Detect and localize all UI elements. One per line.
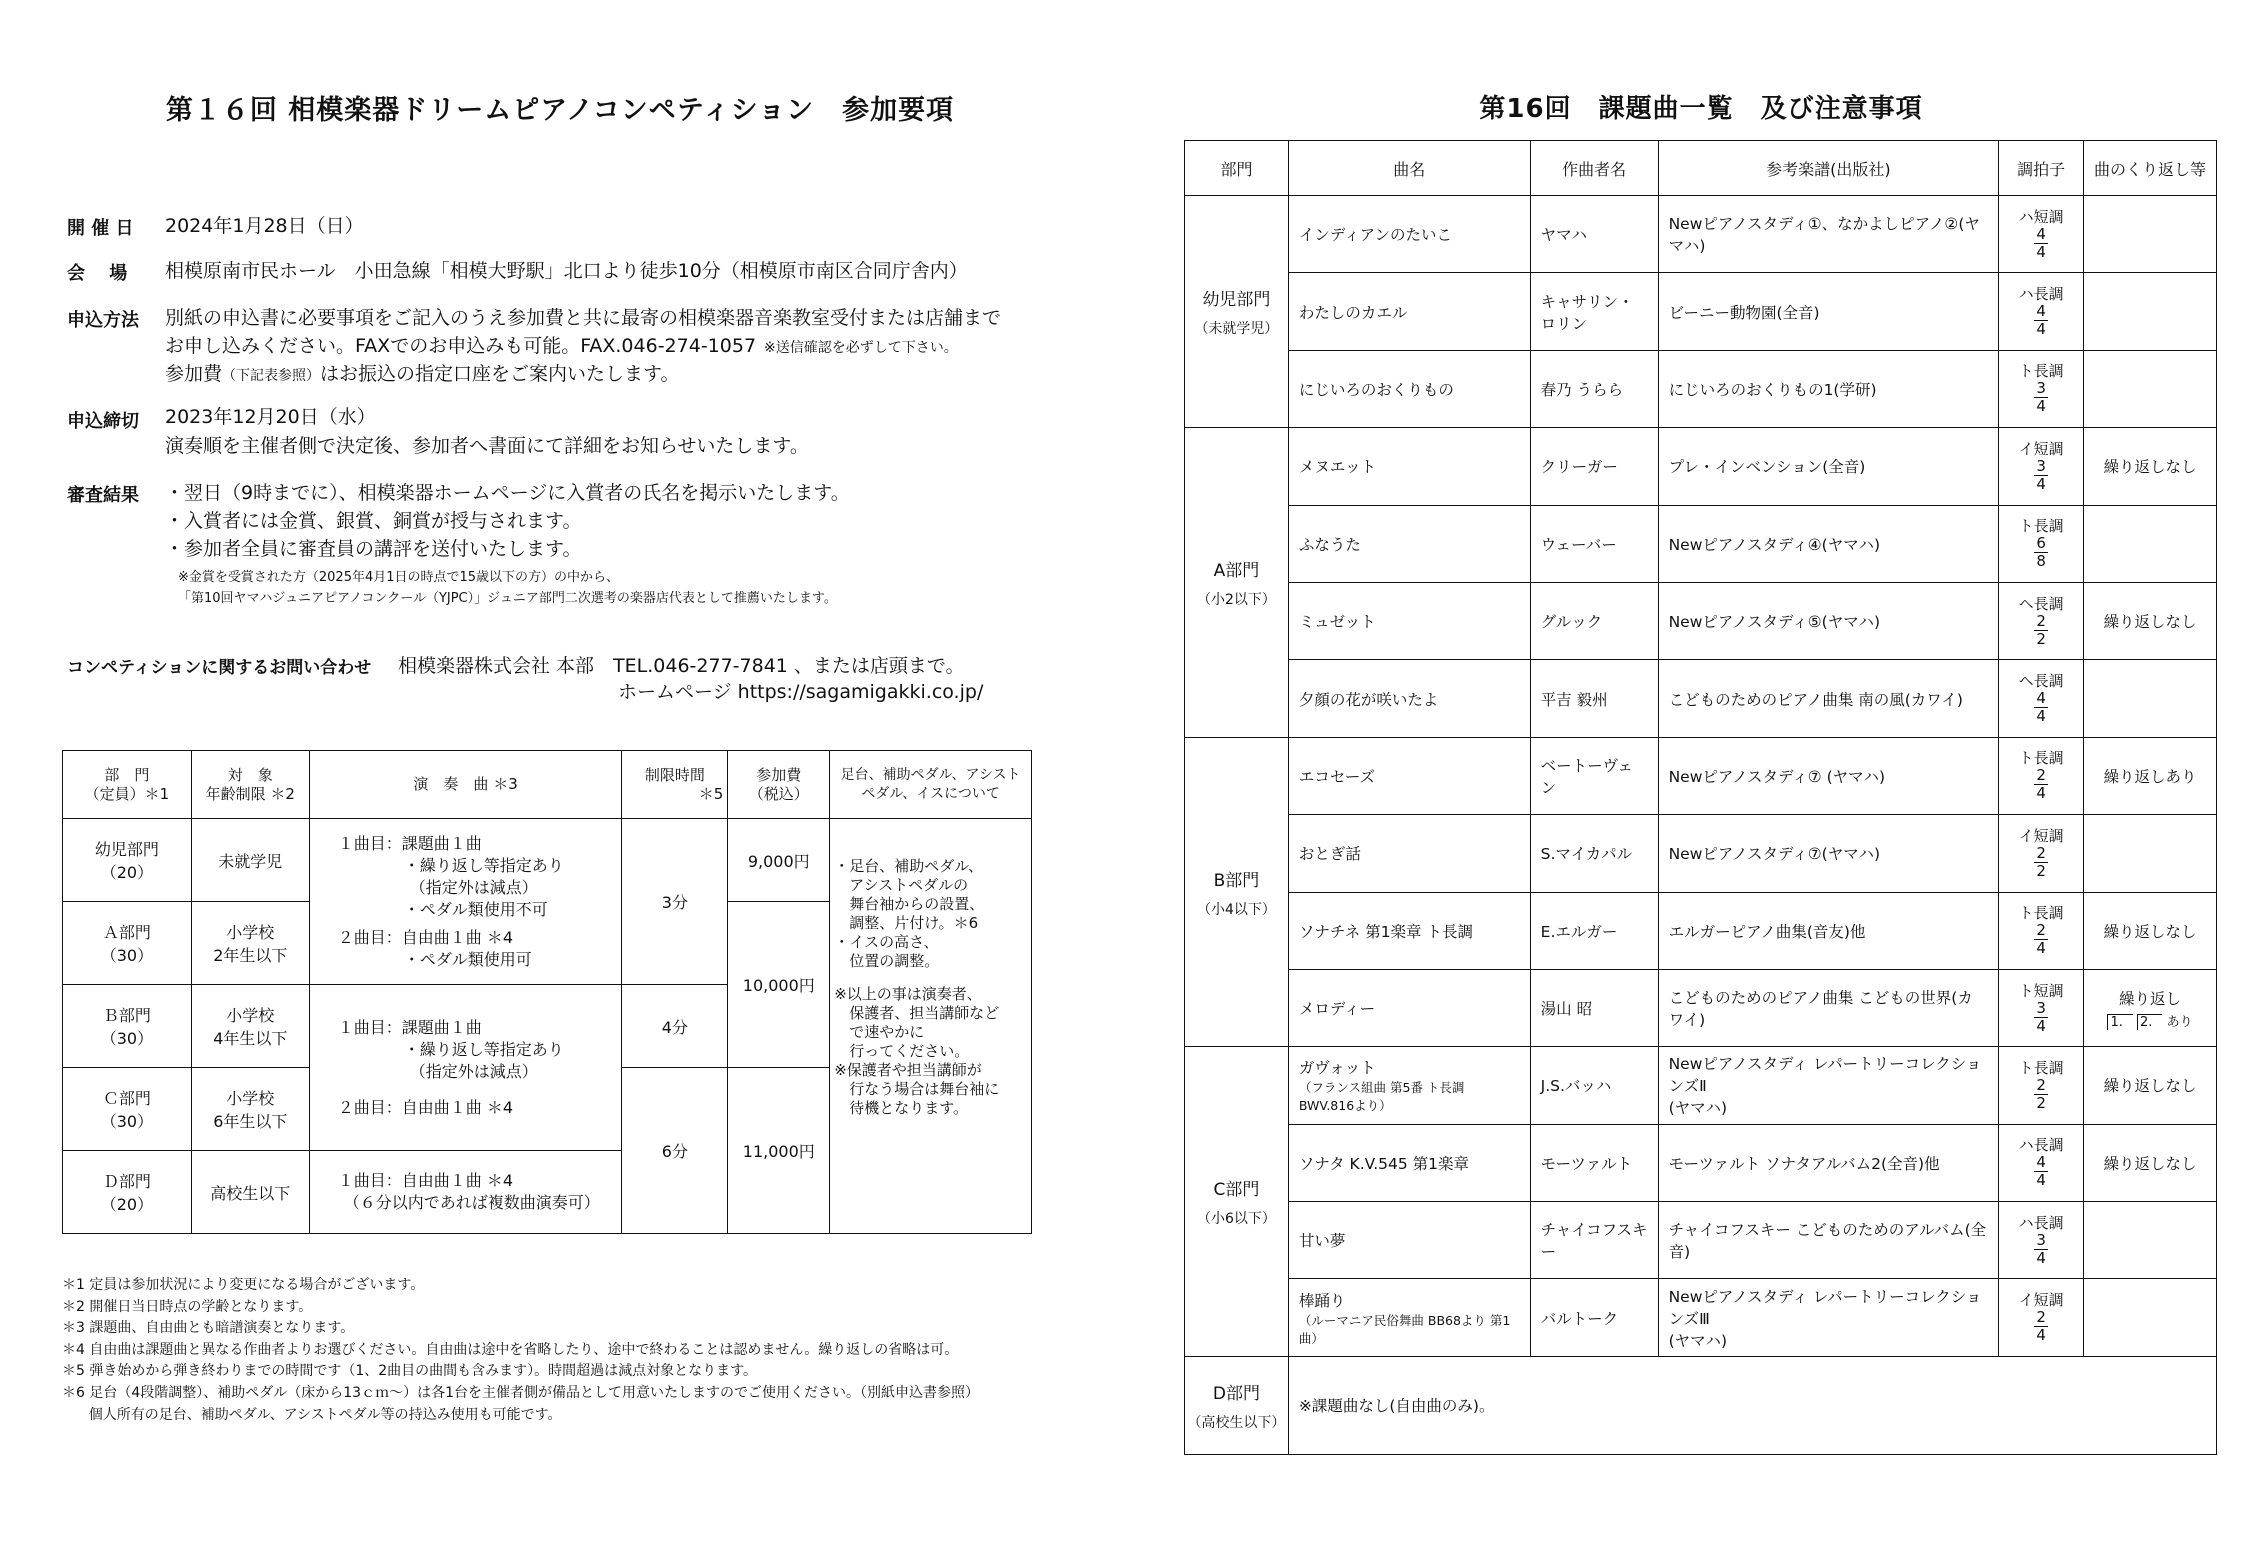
table-row <box>1185 582 2217 659</box>
table-row: Ｂ部門 （30） <box>63 985 192 1068</box>
score: チャイコフスキー こどものためのアルバム(全音) <box>1658 1202 1999 1279</box>
footnotes <box>62 1275 1162 1426</box>
division-table <box>62 750 1032 1234</box>
table-row: Ａ部門 （30） <box>63 902 192 985</box>
repeat-cell <box>2084 505 2217 582</box>
piece-title: ソナチネ 第1楽章 ト長調 <box>1288 892 1530 969</box>
footnote: ＊5 弾き始めから弾き終わりまでの時間です（1、2曲目の曲間も含みます）。時間超過は減点対象となります。 <box>62 1363 758 1380</box>
header-note: 足台、補助ペダル、アシストペダル、イスについて <box>830 751 1032 819</box>
date-label: 開 催 日 <box>67 218 134 239</box>
result-line2: ・入賞者には金賞、銀賞、銅賞が授与されます。 <box>165 510 582 532</box>
result-note2: 「第10回ヤマハジュニアピアノコンクール（YJPC）」ジュニア部門二次選考の楽器店代表として推薦いたします。 <box>178 591 837 606</box>
venue-label: 会 場 <box>67 263 128 284</box>
table-row <box>1185 815 2217 892</box>
score: モーツァルト ソナタアルバム2(全音)他 <box>1658 1124 1999 1201</box>
piece-title: ガヴォット （フランス組曲 第5番 ト長調 BWV.816より） <box>1288 1047 1530 1124</box>
repeat-cell <box>2084 196 2217 273</box>
composer: 春乃 うらら <box>1530 350 1658 427</box>
target-cell: 未就学児 <box>191 819 309 902</box>
score: ビーニー動物園(全音) <box>1658 273 1999 350</box>
piece-title: 夕顔の花が咲いたよ <box>1288 660 1530 737</box>
result-label: 審査結果 <box>67 485 139 506</box>
header-target: 対 象 年齢制限 ＊2 <box>191 751 309 819</box>
key-time: ト長調 $\frac{2}{4}$ <box>1999 892 2084 969</box>
piece-title: ふなうた <box>1288 505 1530 582</box>
footnote: ＊4 自由曲は課題曲と異なる作曲者よりお選びください。自由曲は途中を省略したり、途中で終わることは認めません。繰り返しの省略は可。 <box>62 1341 959 1358</box>
key-time: ト短調 $\frac{3}{4}$ <box>1999 969 2084 1046</box>
score: Newピアノスタディ⑦(ヤマハ) <box>1658 815 1999 892</box>
fee-cell-2: 10,000円 <box>728 902 830 1068</box>
piece-title: おとぎ話 <box>1288 815 1530 892</box>
apply-line2: お申し込みください。FAXでのお申込みも可能。FAX.046-274-1057 ※送信確認を必ずして下さい。 <box>165 335 958 357</box>
table-row <box>1185 505 2217 582</box>
table-row: 幼児部門 （20） <box>63 819 192 902</box>
header-time: 制限時間 ＊5 <box>622 751 728 819</box>
repeat-cell: 繰り返しなし <box>2084 1047 2217 1124</box>
dept-cell: A部門 （小2以下） <box>1185 428 1289 738</box>
set-piece-table <box>1184 140 2217 1455</box>
header-piece: 演 奏 曲 ＊3 <box>309 751 622 819</box>
header-fee: 参加費 （税込） <box>728 751 830 819</box>
result-line1: ・翌日（9時までに）、相模楽器ホームページに入賞者の氏名を掲示いたします。 <box>165 482 850 504</box>
header-score: 参考楽譜(出版社) <box>1658 141 1999 196</box>
score: Newピアノスタディ④(ヤマハ) <box>1658 505 1999 582</box>
table-row <box>1185 273 2217 350</box>
contact-value: 相模楽器株式会社 本部 TEL.046-277-7841 、または店頭まで。 <box>398 655 965 677</box>
repeat-cell <box>2084 660 2217 737</box>
left-page-title: 第１６回 相模楽器ドリームピアノコンペティション 参加要項 <box>165 95 955 126</box>
piece-title: エコセーズ <box>1288 737 1530 814</box>
header-composer: 作曲者名 <box>1530 141 1658 196</box>
table-row <box>1185 196 2217 273</box>
table-row <box>1185 350 2217 427</box>
score: プレ・インベンション(全音) <box>1658 428 1999 505</box>
target-cell: 小学校 2年生以下 <box>191 902 309 985</box>
header-title: 曲名 <box>1288 141 1530 196</box>
composer: E.エルガー <box>1530 892 1658 969</box>
table-row: Ｄ部門 （20） <box>63 1151 192 1234</box>
header-dept: 部 門 （定員）＊1 <box>63 751 192 819</box>
piece-title: 棒踊り （ルーマニア民俗舞曲 BB68より 第1曲） <box>1288 1279 1530 1356</box>
key-time: イ短調 $\frac{2}{2}$ <box>1999 815 2084 892</box>
score: にじいろのおくりもの1(学研) <box>1658 350 1999 427</box>
key-time: ト長調 $\frac{3}{4}$ <box>1999 350 2084 427</box>
table-row <box>1185 1202 2217 1279</box>
contact-label: コンペティションに関するお問い合わせ <box>67 658 372 678</box>
score: Newピアノスタディ レパートリーコレクションズⅢ (ヤマハ) <box>1658 1279 1999 1356</box>
dept-cell: B部門 （小4以下） <box>1185 737 1289 1047</box>
piece-title: 甘い夢 <box>1288 1202 1530 1279</box>
time-cell-1: 3分 <box>622 819 728 985</box>
table-row: Ｃ部門 （30） <box>63 1068 192 1151</box>
piece-title: にじいろのおくりもの <box>1288 350 1530 427</box>
deadline-note: 演奏順を主催者側で決定後、参加者へ書面にて詳細をお知らせいたします。 <box>165 435 809 457</box>
score: Newピアノスタディ⑤(ヤマハ) <box>1658 582 1999 659</box>
key-time: ヘ長調 $\frac{4}{4}$ <box>1999 660 2084 737</box>
footnote: ＊2 開催日当日時点の学齢となります。 <box>62 1298 313 1315</box>
deadline-label: 申込締切 <box>67 411 139 432</box>
date-value: 2024年1月28日（日） <box>165 215 364 237</box>
composer: クリーガー <box>1530 428 1658 505</box>
key-time: ト長調 $\frac{2}{4}$ <box>1999 737 2084 814</box>
target-cell: 高校生以下 <box>191 1151 309 1234</box>
repeat-cell: 繰り返しあり <box>2084 737 2217 814</box>
repeat-cell <box>2084 273 2217 350</box>
header-key: 調拍子 <box>1999 141 2084 196</box>
composer: グルック <box>1530 582 1658 659</box>
target-cell: 小学校 6年生以下 <box>191 1068 309 1151</box>
table-row <box>1185 737 2217 814</box>
piece-cell-a: １曲目：課題曲１曲 ・繰り返し等指定あり （指定外は減点） ・ペダル類使用不可 ２曲目：自由曲１曲 ＊4 ・ペダル類使用可 <box>309 819 622 985</box>
table-row <box>1185 1279 2217 1356</box>
composer: S.マイカパル <box>1530 815 1658 892</box>
key-time: ハ長調 $\frac{4}{4}$ <box>1999 273 2084 350</box>
score: こどものためのピアノ曲集 こどもの世界(カワイ) <box>1658 969 1999 1046</box>
header-repeat: 曲のくり返し等 <box>2084 141 2217 196</box>
key-time: イ短調 $\frac{2}{4}$ <box>1999 1279 2084 1356</box>
footnote: ＊6 足台（4段階調整）、補助ペダル（床から13ｃｍ～）は各1台を主催者側が備品として用意いたしますのでご使用ください。（別紙申込書参照） <box>62 1384 979 1401</box>
apply-label: 申込方法 <box>67 310 139 331</box>
composer: J.S.バッハ <box>1530 1047 1658 1124</box>
fee-cell-3: 11,000円 <box>728 1068 830 1234</box>
score: こどものためのピアノ曲集 南の風(カワイ) <box>1658 660 1999 737</box>
apply-line3: 参加費（下記表参照）はお振込の指定口座をご案内いたします。 <box>165 363 680 385</box>
footnote: ＊1 定員は参加状況により変更になる場合がございます。 <box>62 1277 425 1293</box>
piece-title: わたしのカエル <box>1288 273 1530 350</box>
piece-title: ミュゼット <box>1288 582 1530 659</box>
piece-title: メロディー <box>1288 969 1530 1046</box>
composer: ヤマハ <box>1530 196 1658 273</box>
repeat-cell: 繰り返しなし <box>2084 428 2217 505</box>
repeat-cell <box>2084 1279 2217 1356</box>
table-row <box>1185 428 2217 505</box>
key-time: ハ長調 $\frac{4}{4}$ <box>1999 1124 2084 1201</box>
dept-cell: 幼児部門 （未就学児） <box>1185 196 1289 428</box>
header-dept: 部門 <box>1185 141 1289 196</box>
composer: チャイコフスキー <box>1530 1202 1658 1279</box>
footnote: 個人所有の足台、補助ペダル、アシストペダル等の持込み使用も可能です。 <box>62 1406 562 1423</box>
piece-cell-b: １曲目：課題曲１曲 ・繰り返し等指定あり （指定外は減点） ２曲目：自由曲１曲 ＊4 <box>309 985 622 1151</box>
repeat-cell <box>2084 815 2217 892</box>
homepage-link[interactable]: ホームページ https://sagamigakki.co.jp/ <box>618 681 984 703</box>
table-row <box>1185 1047 2217 1124</box>
right-page-title: 第16回 課題曲一覧 及び注意事項 <box>1479 94 1923 124</box>
target-cell: 小学校 4年生以下 <box>191 985 309 1068</box>
key-time: ト長調 $\frac{6}{8}$ <box>1999 505 2084 582</box>
piece-cell-d: １曲目：自由曲１曲 ＊4 （６分以内であれば複数曲演奏可） <box>309 1151 622 1234</box>
repeat-cell <box>2084 350 2217 427</box>
score: Newピアノスタディ⑦ (ヤマハ) <box>1658 737 1999 814</box>
composer: ウェーバー <box>1530 505 1658 582</box>
composer: 平吉 毅州 <box>1530 660 1658 737</box>
time-cell-3: 6分 <box>622 1068 728 1234</box>
footnote: ＊3 課題曲、自由曲とも暗譜演奏となります。 <box>62 1320 355 1337</box>
repeat-cell <box>2084 1202 2217 1279</box>
note-cell: ・足台、補助ペダル、 アシストペダルの 舞台袖からの設置、 調整、片付け。＊6 ・イスの高さ、 位置の調整。 ※以上の事は演奏者、 保護者、担当講師など で速やかに 行ってください。 ※保護者や担当講師が 行なう場合は舞台袖に 待機となります。 <box>830 819 1032 1234</box>
repeat-cell: 繰り返しなし <box>2084 1124 2217 1201</box>
piece-title: ソナタ K.V.545 第1楽章 <box>1288 1124 1530 1201</box>
repeat-cell: 繰り返しなし <box>2084 582 2217 659</box>
table-row <box>1185 660 2217 737</box>
piece-title: メヌエット <box>1288 428 1530 505</box>
key-time: イ短調 $\frac{3}{4}$ <box>1999 428 2084 505</box>
apply-line1: 別紙の申込書に必要事項をご記入のうえ参加費と共に最寄の相模楽器音楽教室受付または店舗まで <box>165 307 1002 329</box>
composer: キャサリン・ロリン <box>1530 273 1658 350</box>
venue-value: 相模原南市民ホール 小田急線「相模大野駅」北口より徒歩10分（相模原市南区合同庁舎内） <box>165 260 968 282</box>
table-row <box>1185 892 2217 969</box>
repeat-cell: 繰り返しなし <box>2084 892 2217 969</box>
repeat-cell: 繰り返し 1. 2. あり <box>2084 969 2217 1046</box>
key-time: ヘ長調 $\frac{2}{2}$ <box>1999 582 2084 659</box>
table-row <box>1185 1124 2217 1201</box>
dept-cell: C部門 （小6以下） <box>1185 1047 1289 1357</box>
fee-cell-1: 9,000円 <box>728 819 830 902</box>
score: Newピアノスタディ①、なかよしピアノ②(ヤマハ) <box>1658 196 1999 273</box>
score: Newピアノスタディ レパートリーコレクションズⅡ (ヤマハ) <box>1658 1047 1999 1124</box>
composer: ベートーヴェン <box>1530 737 1658 814</box>
d-note: ※課題曲なし(自由曲のみ)。 <box>1288 1356 2216 1454</box>
composer: バルトーク <box>1530 1279 1658 1356</box>
score: エルガーピアノ曲集(音友)他 <box>1658 892 1999 969</box>
time-cell-2: 4分 <box>622 985 728 1068</box>
dept-cell-d: D部門 （高校生以下） <box>1185 1356 1289 1454</box>
key-time: ハ短調 $\frac{4}{4}$ <box>1999 196 2084 273</box>
table-row <box>1185 969 2217 1046</box>
key-time: ト長調 $\frac{2}{2}$ <box>1999 1047 2084 1124</box>
composer: 湯山 昭 <box>1530 969 1658 1046</box>
composer: モーツァルト <box>1530 1124 1658 1201</box>
result-line3: ・参加者全員に審査員の講評を送付いたします。 <box>165 538 582 560</box>
result-note1: ※金賞を受賞された方（2025年4月1日の時点で15歳以下の方）の中から、 <box>178 570 620 585</box>
key-time: ハ長調 $\frac{3}{4}$ <box>1999 1202 2084 1279</box>
deadline-value: 2023年12月20日（水） <box>165 406 376 428</box>
piece-title: インディアンのたいこ <box>1288 196 1530 273</box>
